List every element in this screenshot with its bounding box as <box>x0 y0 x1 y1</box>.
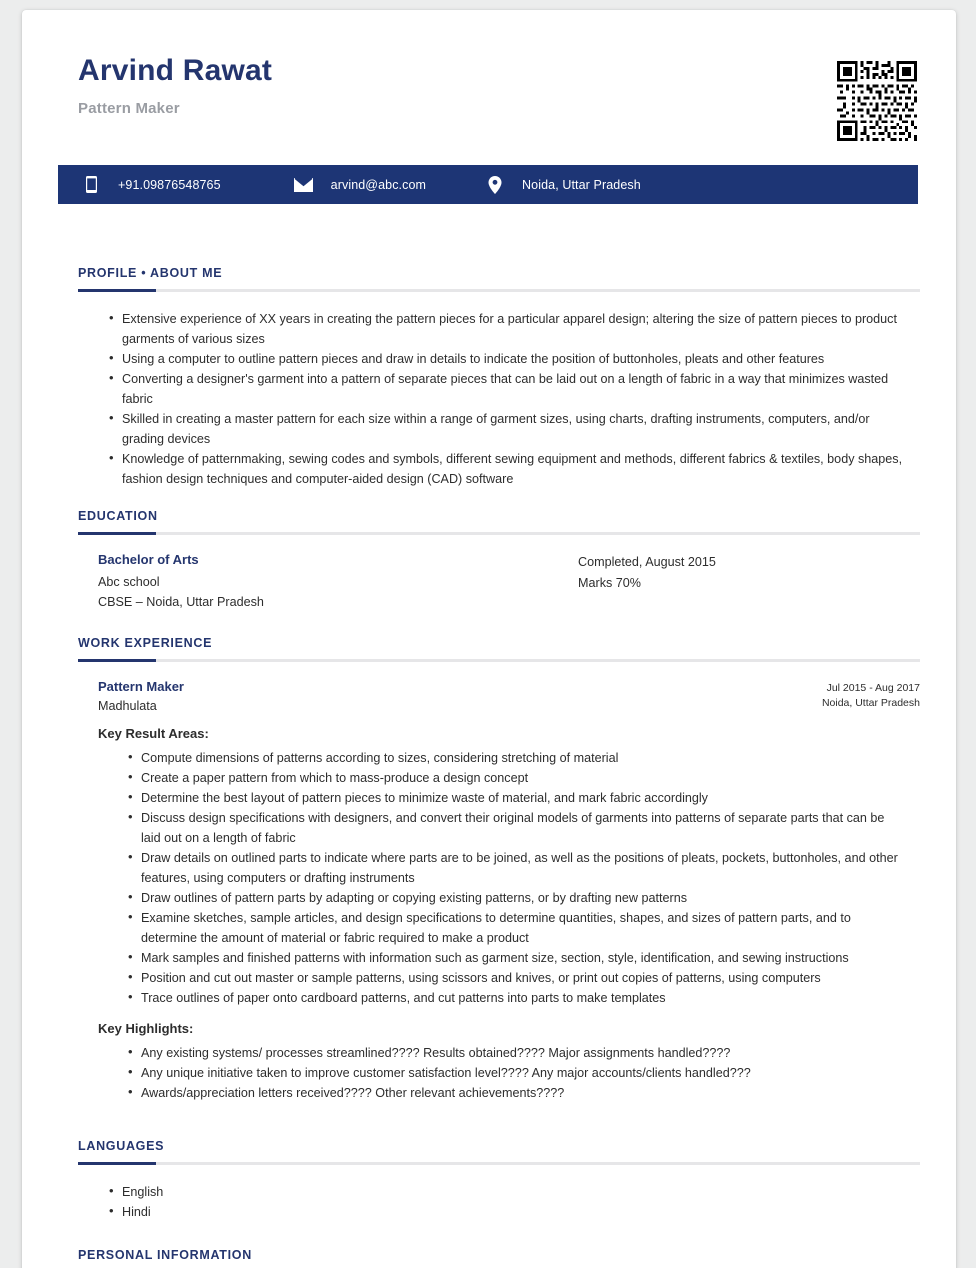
list-item: • Awards/appreciation letters received???? Other relevant achievements???? <box>128 1083 906 1103</box>
list-item: • Position and cut out master or sample patterns, using scissors and knives, or print out copies of patterns, using computers <box>128 968 906 988</box>
key-highlights-label: Key Highlights: <box>98 1021 194 1036</box>
list-item: • Any existing systems/ processes streamlined???? Results obtained???? Major assignments handled???? <box>128 1043 906 1063</box>
list-item: • Discuss design specifications with designers, and convert their original models of garments into patterns of separate parts that can be laid out on a length of fabric <box>128 808 906 848</box>
email-icon <box>293 178 315 192</box>
contact-phone[interactable] <box>80 176 221 193</box>
education-degree: Bachelor of Arts <box>98 552 199 567</box>
section-languages <box>78 1139 920 1222</box>
list-item: • Skilled in creating a master pattern for each size within a range of garment sizes, using charts, drafting instruments, computers, and/or grading devices <box>109 409 910 449</box>
contact-email-text: arvind@abc.com <box>330 177 427 192</box>
list-item: • Knowledge of patternmaking, sewing codes and symbols, different sewing equipment and methods, different fabrics & textiles, body shapes, fashion design techniques and computer-aided design (CAD) software <box>109 449 910 489</box>
list-item: • Draw outlines of pattern parts by adapting or copying existing patterns, or by drafting new patterns <box>128 888 906 908</box>
section-title-education: EDUCATION <box>78 509 158 523</box>
work-role: Pattern Maker <box>98 679 184 694</box>
section-divider-languages <box>78 1162 920 1165</box>
list-item: • Examine sketches, sample articles, and design specifications to determine quantities, shapes, and sizes of pattern parts, and to determine the amount of material or fabric required to make a product <box>128 908 906 948</box>
key-result-areas-label: Key Result Areas: <box>98 726 209 741</box>
list-item: • Hindi <box>109 1202 920 1222</box>
education-entry <box>98 552 920 612</box>
section-divider-work-experience <box>78 659 920 662</box>
section-title-profile: PROFILE • ABOUT ME <box>78 266 223 280</box>
qr-code-icon <box>834 58 920 144</box>
candidate-name: Arvind Rawat <box>78 54 273 87</box>
list-item: • Draw details on outlined parts to indicate where parts are to be joined, as well as the positions of pleats, pockets, buttonholes, and other features, using computers or drafting instruments <box>128 848 906 888</box>
list-item: • Using a computer to outline pattern pieces and draw in details to indicate the position of buttonholes, pleats and other features <box>109 349 910 369</box>
education-marks: Marks 70% <box>578 576 641 590</box>
work-company: Madhulata <box>98 699 157 713</box>
section-profile <box>78 266 920 489</box>
work-dates: Jul 2015 - Aug 2017 <box>826 682 920 694</box>
list-item: • Compute dimensions of patterns according to sizes, considering stretching of material <box>128 748 906 768</box>
section-personal-information <box>78 1248 920 1268</box>
phone-icon <box>80 176 102 193</box>
languages-list <box>109 1182 920 1222</box>
education-status: Completed, August 2015 <box>578 555 716 569</box>
profile-bullet-list <box>109 309 910 489</box>
education-entry-left <box>98 552 578 612</box>
section-title-languages: LANGUAGES <box>78 1139 165 1153</box>
resume-document <box>22 10 956 1268</box>
location-pin-icon <box>484 176 506 194</box>
list-item: • Extensive experience of XX years in creating the pattern pieces for a particular apparel design; altering the size of pattern pieces to product garments of various sizes <box>109 309 910 349</box>
key-highlights-list <box>128 1043 906 1103</box>
contact-email[interactable] <box>293 178 426 192</box>
key-result-areas-list <box>128 748 906 1008</box>
contact-location-text: Noida, Uttar Pradesh <box>522 177 641 192</box>
list-item: • Mark samples and finished patterns with information such as garment size, section, style, identification, and sewing instructions <box>128 948 906 968</box>
section-divider-education <box>78 532 920 535</box>
list-item: • English <box>109 1182 920 1202</box>
list-item: • Determine the best layout of pattern pieces to minimize waste of material, and mark fabric accordingly <box>128 788 906 808</box>
work-entry-left <box>98 679 184 713</box>
contact-location[interactable] <box>484 176 641 194</box>
work-entry-header <box>98 679 920 713</box>
section-work-experience <box>78 636 920 1103</box>
list-item: • Create a paper pattern from which to mass-produce a design concept <box>128 768 906 788</box>
list-item: • Any unique initiative taken to improve customer satisfaction level???? Any major accounts/clients handled??? <box>128 1063 906 1083</box>
contact-bar <box>58 165 918 204</box>
education-school: Abc school <box>98 575 160 589</box>
section-education <box>78 509 920 612</box>
education-entry-right <box>578 552 920 612</box>
contact-phone-text: +91.09876548765 <box>118 177 221 192</box>
section-divider-profile <box>78 289 920 292</box>
list-item: • Trace outlines of paper onto cardboard patterns, and cut patterns into parts to make templates <box>128 988 906 1008</box>
resume-body <box>22 204 956 1268</box>
resume-header <box>22 10 956 165</box>
education-board-location: CBSE – Noida, Uttar Pradesh <box>98 595 264 609</box>
work-entry-right <box>822 679 920 711</box>
section-title-personal-information: PERSONAL INFORMATION <box>78 1248 252 1262</box>
candidate-job-title: Pattern Maker <box>78 100 180 117</box>
section-title-work-experience: WORK EXPERIENCE <box>78 636 213 650</box>
work-location: Noida, Uttar Pradesh <box>821 697 920 709</box>
list-item: • Converting a designer's garment into a pattern of separate pieces that can be laid out on a length of fabric in a way that minimizes wasted fabric <box>109 369 910 409</box>
